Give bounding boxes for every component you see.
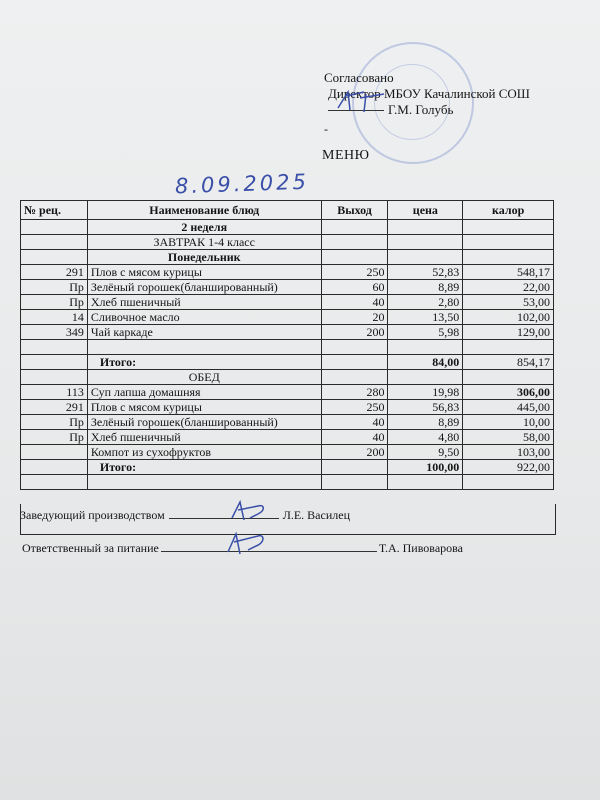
- header-name: Наименование блюд: [87, 201, 321, 220]
- dish-calories: 102,00: [463, 310, 554, 325]
- header-cal: калор: [463, 201, 554, 220]
- recipe-number: 291: [21, 265, 88, 280]
- recipe-number: 14: [21, 310, 88, 325]
- nutrition-label: Ответственный за питание: [22, 541, 159, 555]
- day-row: [21, 250, 554, 265]
- dish-price: 8,89: [388, 415, 463, 430]
- dish-calories: 445,00: [463, 400, 554, 415]
- recipe-number: 291: [21, 400, 88, 415]
- dish-calories: 22,00: [463, 280, 554, 295]
- dish-price: 56,83: [388, 400, 463, 415]
- production-manager-line: [20, 508, 350, 523]
- dish-price: 13,50: [388, 310, 463, 325]
- spacer-row: [21, 340, 554, 355]
- menu-item-row: [21, 295, 554, 310]
- dish-name: Компот из сухофруктов: [87, 445, 321, 460]
- breakfast-label: ЗАВТРАК 1-4 класс: [87, 235, 321, 250]
- nutrition-name: Т.А. Пивоварова: [378, 541, 463, 555]
- recipe-number: 349: [21, 325, 88, 340]
- production-name: Л.Е. Василец: [282, 508, 350, 522]
- dish-price: 4,80: [388, 430, 463, 445]
- portion-output: 250: [321, 400, 388, 415]
- dish-price: 52,83: [388, 265, 463, 280]
- dish-name: Зелёный горошек(бланшированный): [87, 280, 321, 295]
- approval-dash: -: [324, 122, 328, 136]
- approval-director-name: Г.М. Голубь: [388, 102, 454, 117]
- spacer-row: [21, 475, 554, 490]
- total-label: Итого:: [87, 355, 321, 370]
- total-calories: 854,17: [463, 355, 554, 370]
- portion-output: 40: [321, 430, 388, 445]
- dish-price: 8,89: [388, 280, 463, 295]
- menu-item-row: [21, 325, 554, 340]
- menu-table: [20, 200, 554, 490]
- portion-output: 200: [321, 445, 388, 460]
- portion-output: 200: [321, 325, 388, 340]
- director-signature: [334, 86, 394, 116]
- menu-item-row: [21, 400, 554, 415]
- week-label: 2 неделя: [87, 220, 321, 235]
- menu-item-row: [21, 280, 554, 295]
- portion-output: 250: [321, 265, 388, 280]
- portion-output: 20: [321, 310, 388, 325]
- handwritten-date: 8.09.2025: [174, 169, 310, 199]
- total-row: [21, 355, 554, 370]
- production-label: Заведующий производством: [20, 508, 165, 522]
- menu-item-row: [21, 415, 554, 430]
- dish-calories: 129,00: [463, 325, 554, 340]
- dish-price: 2,80: [388, 295, 463, 310]
- recipe-number: [21, 445, 88, 460]
- header-row: [21, 201, 554, 220]
- menu-item-row: [21, 310, 554, 325]
- nutrition-signature: [224, 528, 272, 556]
- menu-item-row: [21, 265, 554, 280]
- menu-item-row: [21, 445, 554, 460]
- dish-name: Плов с мясом курицы: [87, 400, 321, 415]
- menu-title: МЕНЮ: [322, 148, 370, 163]
- total-price: 100,00: [388, 460, 463, 475]
- day-label: Понедельник: [87, 250, 321, 265]
- portion-output: 280: [321, 385, 388, 400]
- recipe-number: Пр: [21, 280, 88, 295]
- dish-calories: 548,17: [463, 265, 554, 280]
- dish-calories: 53,00: [463, 295, 554, 310]
- week-row: [21, 220, 554, 235]
- header-rec: № рец.: [21, 201, 88, 220]
- portion-output: 40: [321, 415, 388, 430]
- menu-item-row: [21, 385, 554, 400]
- dish-name: Плов с мясом курицы: [87, 265, 321, 280]
- recipe-number: Пр: [21, 430, 88, 445]
- dish-name: Суп лапша домашняя: [87, 385, 321, 400]
- dish-calories: 103,00: [463, 445, 554, 460]
- total-row: [21, 460, 554, 475]
- dish-price: 5,98: [388, 325, 463, 340]
- menu-item-row: [21, 430, 554, 445]
- portion-output: 60: [321, 280, 388, 295]
- lunch-label-row: [21, 370, 554, 385]
- dish-name: Хлеб пшеничный: [87, 430, 321, 445]
- dish-name: Хлеб пшеничный: [87, 295, 321, 310]
- dish-price: 9,50: [388, 445, 463, 460]
- lunch-label: ОБЕД: [87, 370, 321, 385]
- dish-calories: 10,00: [463, 415, 554, 430]
- total-calories: 922,00: [463, 460, 554, 475]
- portion-output: 40: [321, 295, 388, 310]
- header-price: цена: [388, 201, 463, 220]
- approval-director: Директор МБОУ Качалинской СОШ: [328, 86, 530, 101]
- total-price: 84,00: [388, 355, 463, 370]
- dish-name: Сливочное масло: [87, 310, 321, 325]
- dish-name: Чай каркаде: [87, 325, 321, 340]
- dish-calories: 306,00: [463, 385, 554, 400]
- total-label: Итого:: [87, 460, 321, 475]
- breakfast-row: [21, 235, 554, 250]
- dish-price: 19,98: [388, 385, 463, 400]
- dish-calories: 58,00: [463, 430, 554, 445]
- production-signature: [228, 498, 272, 524]
- recipe-number: Пр: [21, 295, 88, 310]
- header-out: Выход: [321, 201, 388, 220]
- recipe-number: Пр: [21, 415, 88, 430]
- approval-title: Согласовано: [324, 70, 394, 85]
- dish-name: Зелёный горошек(бланшированный): [87, 415, 321, 430]
- recipe-number: 113: [21, 385, 88, 400]
